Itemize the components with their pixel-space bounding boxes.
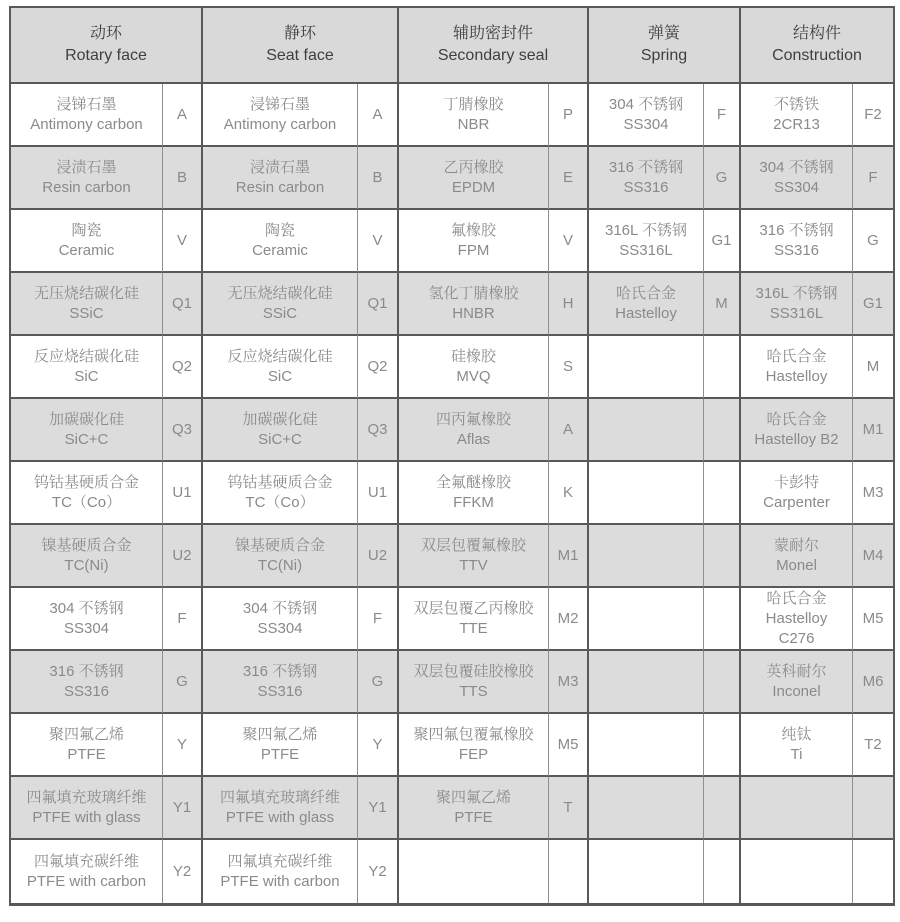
code-cell-secondary: S: [549, 336, 589, 399]
material-text-line: PTFE: [67, 745, 106, 763]
material-cell-secondary: [399, 399, 549, 462]
material-text-line: PTFE: [454, 808, 493, 826]
material-cell-rotary: [11, 840, 163, 903]
material-text-line: 无压烧结碳化硅: [227, 284, 333, 302]
material-text-line: 聚四氟乙烯: [435, 788, 511, 806]
material-text-line: SiC+C: [64, 430, 109, 448]
material-text-line: 哈氏合金: [766, 589, 827, 607]
material-text-line: SS316: [773, 241, 820, 259]
header-rotary-title_zh: 动环: [89, 25, 122, 42]
code-cell-seat: G: [358, 651, 399, 714]
code-cell-rotary: G: [163, 651, 203, 714]
material-text-line: 浸渍石墨: [249, 158, 310, 176]
material-cell-seat: [203, 84, 358, 147]
material-text-line: 双层包覆氟橡胶: [420, 536, 526, 554]
material-text-line: 钨钴基硬质合金: [33, 473, 139, 491]
material-text-line: NBR: [457, 115, 490, 133]
material-text-line: 304 不锈钢: [242, 599, 318, 617]
material-text-line: Aflas: [456, 430, 491, 448]
material-text-line: Monel: [776, 556, 817, 574]
column-header-rotary: [11, 8, 203, 84]
material-text-line: 聚四氟乙烯: [48, 725, 124, 743]
material-text-line: HNBR: [452, 304, 495, 322]
column-header-spring: [589, 8, 741, 84]
material-text-line: 反应烧结碳化硅: [227, 347, 333, 365]
material-cell-construction: [741, 210, 853, 273]
material-text-line: SS316L: [769, 304, 824, 322]
code-cell-secondary: M3: [549, 651, 589, 714]
header-secondary-title_en: Secondary seal: [437, 47, 549, 64]
material-text-line: 反应烧结碳化硅: [33, 347, 139, 365]
material-text-line: 四氟填充玻璃纤维: [26, 788, 147, 806]
code-cell-secondary: H: [549, 273, 589, 336]
material-cell-secondary: [399, 777, 549, 840]
code-cell-seat: Q1: [358, 273, 399, 336]
code-cell-spring: G1: [704, 210, 741, 273]
material-text-line: 氟橡胶: [450, 221, 496, 239]
material-cell-secondary: [399, 588, 549, 651]
material-text-line: 钨钴基硬质合金: [227, 473, 333, 491]
material-text-line: TC(Ni): [64, 556, 109, 574]
code-cell-rotary: Y: [163, 714, 203, 777]
material-text-line: Antimony carbon: [30, 115, 143, 133]
material-cell-construction: [741, 525, 853, 588]
material-text-line: 316 不锈钢: [759, 221, 834, 239]
material-text-line: 丁腈橡胶: [443, 95, 504, 113]
material-text-line: TC(Ni): [257, 556, 303, 574]
material-cell-construction: [741, 840, 853, 903]
code-cell-rotary: Y2: [163, 840, 203, 903]
material-cell-construction: [741, 399, 853, 462]
code-cell-construction: T2: [853, 714, 893, 777]
code-cell-spring: [704, 525, 741, 588]
material-cell-secondary: [399, 525, 549, 588]
code-cell-construction: F: [853, 147, 893, 210]
material-text-line: 哈氏合金: [766, 410, 827, 428]
material-text-line: C276: [778, 629, 815, 647]
code-cell-spring: G: [704, 147, 741, 210]
material-text-line: SS304: [257, 619, 303, 637]
material-text-line: Hastelloy: [765, 367, 828, 385]
material-cell-rotary: [11, 399, 163, 462]
material-cell-spring: [589, 525, 704, 588]
material-text-line: SS304: [623, 115, 669, 133]
code-cell-seat: B: [358, 147, 399, 210]
material-text-line: Resin carbon: [42, 178, 131, 196]
code-cell-construction: M4: [853, 525, 893, 588]
material-text-line: Ti: [790, 745, 803, 763]
material-cell-rotary: [11, 210, 163, 273]
code-cell-spring: [704, 588, 741, 651]
code-cell-secondary: M5: [549, 714, 589, 777]
material-text-line: 镍基硬质合金: [41, 536, 132, 554]
material-text-line: 卡彭特: [773, 473, 819, 491]
material-text-line: PTFE with carbon: [26, 872, 147, 890]
material-text-line: 纯钛: [781, 725, 812, 743]
material-text-line: 双层包覆乙丙橡胶: [413, 599, 534, 617]
material-cell-seat: [203, 525, 358, 588]
material-text-line: TTE: [459, 619, 488, 637]
material-cell-secondary: [399, 210, 549, 273]
code-cell-rotary: Q1: [163, 273, 203, 336]
code-cell-construction: M1: [853, 399, 893, 462]
material-text-line: 浸渍石墨: [56, 158, 117, 176]
material-text-line: 浸锑石墨: [249, 95, 310, 113]
material-text-line: 304 不锈钢: [49, 599, 124, 617]
material-cell-rotary: [11, 462, 163, 525]
material-text-line: 2CR13: [773, 115, 820, 133]
material-cell-secondary: [399, 273, 549, 336]
code-cell-seat: A: [358, 84, 399, 147]
material-text-line: 四氟填充碳纤维: [33, 852, 139, 870]
material-text-line: 加碳碳化硅: [242, 410, 318, 428]
column-header-secondary: [399, 8, 589, 84]
code-cell-rotary: U2: [163, 525, 203, 588]
code-cell-spring: [704, 777, 741, 840]
material-text-line: TC（Co）: [51, 493, 122, 511]
material-text-line: 不锈铁: [773, 95, 819, 113]
material-text-line: Ceramic: [58, 241, 115, 259]
material-text-line: 全氟醚橡胶: [435, 473, 511, 491]
material-text-line: 陶瓷: [264, 221, 295, 239]
material-cell-spring: [589, 651, 704, 714]
material-text-line: MVQ: [456, 367, 491, 385]
material-cell-spring: [589, 840, 704, 903]
material-text-line: 硅橡胶: [450, 347, 496, 365]
material-cell-secondary: [399, 714, 549, 777]
code-cell-construction: [853, 840, 893, 903]
material-text-line: SS316L: [619, 241, 673, 259]
material-text-line: PTFE with glass: [32, 808, 141, 826]
code-cell-secondary: V: [549, 210, 589, 273]
code-cell-spring: [704, 462, 741, 525]
code-cell-spring: [704, 651, 741, 714]
material-cell-seat: [203, 651, 358, 714]
material-text-line: SSiC: [262, 304, 298, 322]
material-cell-rotary: [11, 147, 163, 210]
material-cell-construction: [741, 273, 853, 336]
header-seat-title_en: Seat face: [266, 47, 334, 64]
material-cell-spring: [589, 399, 704, 462]
material-text-line: SiC: [267, 367, 293, 385]
material-cell-spring: [589, 84, 704, 147]
code-cell-construction: M3: [853, 462, 893, 525]
code-cell-construction: [853, 777, 893, 840]
code-cell-secondary: K: [549, 462, 589, 525]
material-cell-secondary: [399, 840, 549, 903]
material-cell-construction: [741, 336, 853, 399]
material-text-line: 316 不锈钢: [242, 662, 318, 680]
code-cell-seat: Q2: [358, 336, 399, 399]
column-header-construction: [741, 8, 893, 84]
material-cell-spring: [589, 273, 704, 336]
material-cell-construction: [741, 84, 853, 147]
code-cell-spring: [704, 840, 741, 903]
material-text-line: FPM: [457, 241, 490, 259]
code-cell-secondary: T: [549, 777, 589, 840]
material-text-line: 聚四氟乙烯: [242, 725, 318, 743]
code-cell-seat: Y: [358, 714, 399, 777]
code-cell-rotary: F: [163, 588, 203, 651]
material-text-line: SS316: [623, 178, 669, 196]
material-cell-secondary: [399, 84, 549, 147]
material-cell-spring: [589, 588, 704, 651]
code-cell-seat: Q3: [358, 399, 399, 462]
header-seat-title_zh: 静环: [283, 25, 316, 42]
material-text-line: 304 不锈钢: [759, 158, 834, 176]
code-cell-seat: U2: [358, 525, 399, 588]
code-cell-spring: [704, 714, 741, 777]
material-cell-rotary: [11, 588, 163, 651]
code-cell-construction: G: [853, 210, 893, 273]
material-cell-rotary: [11, 525, 163, 588]
material-text-line: Carpenter: [763, 493, 830, 511]
material-text-line: 加碳碳化硅: [48, 410, 124, 428]
material-cell-seat: [203, 273, 358, 336]
material-cell-seat: [203, 336, 358, 399]
code-cell-secondary: P: [549, 84, 589, 147]
material-text-line: PTFE with carbon: [220, 872, 340, 890]
column-header-seat: [203, 8, 399, 84]
code-cell-rotary: U1: [163, 462, 203, 525]
material-text-line: TTV: [459, 556, 488, 574]
material-text-line: PTFE with glass: [225, 808, 335, 826]
material-cell-rotary: [11, 273, 163, 336]
material-text-line: 哈氏合金: [615, 284, 676, 302]
material-cell-rotary: [11, 714, 163, 777]
material-text-line: 无压烧结碳化硅: [33, 284, 139, 302]
material-text-line: TTS: [459, 682, 488, 700]
code-cell-seat: Y1: [358, 777, 399, 840]
code-cell-rotary: Q2: [163, 336, 203, 399]
material-text-line: 316 不锈钢: [608, 158, 684, 176]
material-text-line: FFKM: [453, 493, 494, 511]
material-text-line: 316L 不锈钢: [605, 221, 687, 239]
material-text-line: SS316: [63, 682, 110, 700]
material-text-line: Hastelloy: [615, 304, 677, 322]
material-text-line: 四氟填充玻璃纤维: [219, 788, 340, 806]
code-cell-secondary: [549, 840, 589, 903]
material-cell-seat: [203, 210, 358, 273]
material-cell-construction: [741, 714, 853, 777]
code-cell-spring: [704, 336, 741, 399]
material-text-line: 陶瓷: [71, 221, 102, 239]
header-spring-title_zh: 弹簧: [647, 25, 680, 42]
material-cell-rotary: [11, 777, 163, 840]
material-cell-seat: [203, 147, 358, 210]
material-text-line: Inconel: [772, 682, 821, 700]
material-text-line: Resin carbon: [235, 178, 325, 196]
header-rotary-title_en: Rotary face: [65, 47, 147, 64]
material-cell-spring: [589, 777, 704, 840]
material-cell-secondary: [399, 462, 549, 525]
header-spring-title_en: Spring: [640, 47, 688, 64]
material-text-line: SSiC: [69, 304, 104, 322]
code-cell-secondary: M1: [549, 525, 589, 588]
material-text-line: SS304: [63, 619, 110, 637]
code-cell-seat: V: [358, 210, 399, 273]
code-cell-rotary: Y1: [163, 777, 203, 840]
material-text-line: SS316: [257, 682, 303, 700]
material-text-line: 四丙氟橡胶: [435, 410, 511, 428]
material-text-line: SS304: [773, 178, 820, 196]
code-cell-construction: M5: [853, 588, 893, 651]
material-text-line: SiC: [74, 367, 99, 385]
material-cell-construction: [741, 462, 853, 525]
material-text-line: Hastelloy B2: [754, 430, 839, 448]
code-cell-rotary: A: [163, 84, 203, 147]
code-cell-spring: F: [704, 84, 741, 147]
material-text-line: Hastelloy: [765, 609, 828, 627]
material-cell-seat: [203, 462, 358, 525]
material-cell-spring: [589, 147, 704, 210]
code-cell-rotary: V: [163, 210, 203, 273]
material-cell-seat: [203, 588, 358, 651]
code-cell-rotary: Q3: [163, 399, 203, 462]
material-text-line: 四氟填充碳纤维: [227, 852, 333, 870]
material-cell-secondary: [399, 651, 549, 714]
material-text-line: FEP: [458, 745, 489, 763]
material-cell-spring: [589, 714, 704, 777]
header-secondary-title_zh: 辅助密封件: [452, 25, 533, 42]
code-cell-seat: Y2: [358, 840, 399, 903]
material-cell-seat: [203, 840, 358, 903]
material-cell-spring: [589, 210, 704, 273]
material-text-line: 氢化丁腈橡胶: [428, 284, 519, 302]
material-cell-construction: [741, 588, 853, 651]
material-cell-rotary: [11, 651, 163, 714]
code-cell-rotary: B: [163, 147, 203, 210]
code-cell-construction: M6: [853, 651, 893, 714]
material-cell-seat: [203, 399, 358, 462]
material-text-line: 蒙耐尔: [773, 536, 819, 554]
material-text-line: Ceramic: [252, 241, 308, 259]
material-text-line: 镍基硬质合金: [234, 536, 325, 554]
code-cell-construction: F2: [853, 84, 893, 147]
code-cell-seat: U1: [358, 462, 399, 525]
material-text-line: SiC+C: [258, 430, 302, 448]
header-construction-title_en: Construction: [772, 47, 862, 64]
material-text-line: PTFE: [260, 745, 300, 763]
material-text-line: 316 不锈钢: [49, 662, 124, 680]
material-cell-construction: [741, 777, 853, 840]
code-cell-secondary: A: [549, 399, 589, 462]
material-cell-seat: [203, 714, 358, 777]
material-text-line: 哈氏合金: [766, 347, 827, 365]
material-cell-seat: [203, 777, 358, 840]
code-cell-secondary: E: [549, 147, 589, 210]
header-construction-title_zh: 结构件: [792, 25, 841, 42]
material-text-line: 英科耐尔: [766, 662, 827, 680]
material-text-line: 聚四氟包覆氟橡胶: [413, 725, 534, 743]
material-text-line: 乙丙橡胶: [443, 158, 504, 176]
material-cell-spring: [589, 462, 704, 525]
material-text-line: TC（Co）: [245, 493, 315, 511]
material-cell-secondary: [399, 336, 549, 399]
material-cell-construction: [741, 651, 853, 714]
material-text-line: Antimony carbon: [223, 115, 337, 133]
code-cell-secondary: M2: [549, 588, 589, 651]
code-cell-spring: [704, 399, 741, 462]
material-text-line: 304 不锈钢: [608, 95, 684, 113]
material-cell-rotary: [11, 84, 163, 147]
material-cell-spring: [589, 336, 704, 399]
material-text-line: 浸锑石墨: [56, 95, 117, 113]
code-cell-spring: M: [704, 273, 741, 336]
material-text-line: 双层包覆硅胶橡胶: [413, 662, 534, 680]
material-text-line: EPDM: [451, 178, 496, 196]
material-cell-secondary: [399, 147, 549, 210]
material-cell-construction: [741, 147, 853, 210]
material-cell-rotary: [11, 336, 163, 399]
material-text-line: 316L 不锈钢: [755, 284, 838, 302]
material-code-table: [9, 6, 895, 906]
code-cell-construction: M: [853, 336, 893, 399]
code-cell-seat: F: [358, 588, 399, 651]
code-cell-construction: G1: [853, 273, 893, 336]
